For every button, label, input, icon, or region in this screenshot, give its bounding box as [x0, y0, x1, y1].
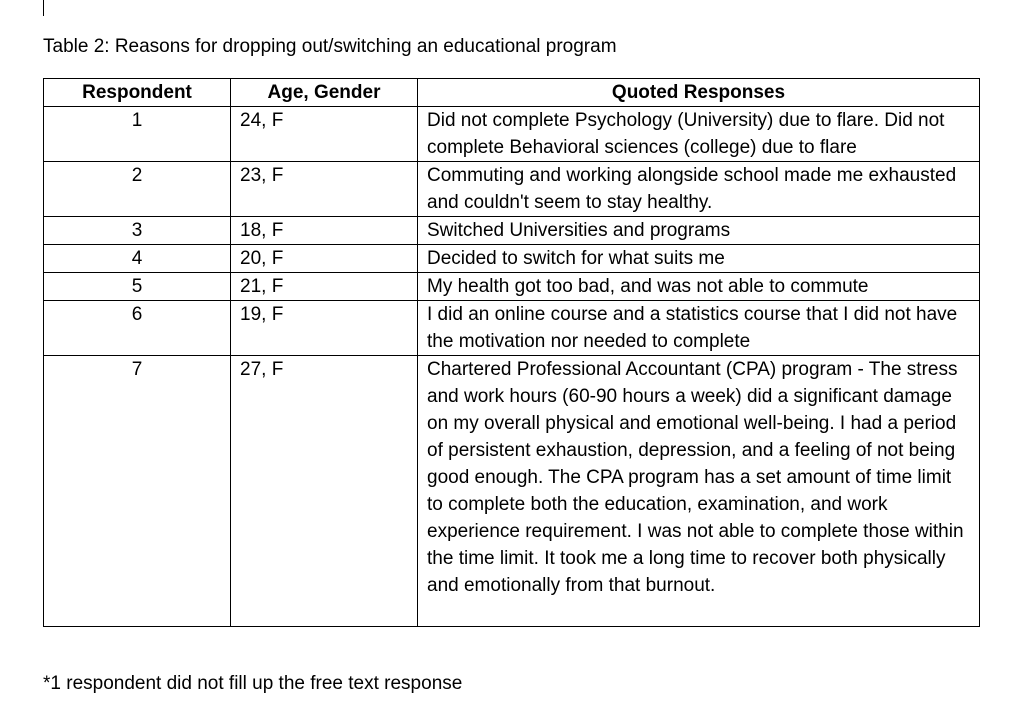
response-cell: Chartered Professional Accountant (CPA) program - The stress and work hours (60-90 hours a week) did a significant damage on my overall physical and emotional well-being. I had a period of persistent exhaustion, depression, and a feeling of not being good enough. The CPA program has a set amount of time limit to complete both the education, examination, and work experience requirement. I was not able to complete those within the time limit. It took me a long time to recover both physically and emotionally from that burnout. [418, 356, 980, 627]
age-gender-cell: 24, F [231, 107, 418, 162]
response-cell: Commuting and working alongside school made me exhausted and couldn't seem to stay healthy. [418, 162, 980, 217]
response-cell: Did not complete Psychology (University) due to flare. Did not complete Behavioral sciences (college) due to flare [418, 107, 980, 162]
text-cursor [43, 0, 44, 16]
age-gender-cell: 27, F [231, 356, 418, 627]
header-respondent: Respondent [44, 79, 231, 107]
age-gender-cell: 21, F [231, 273, 418, 301]
respondent-cell: 1 [44, 107, 231, 162]
respondent-cell: 4 [44, 245, 231, 273]
respondent-cell: 2 [44, 162, 231, 217]
response-cell: Decided to switch for what suits me [418, 245, 980, 273]
header-quoted-responses: Quoted Responses [418, 79, 980, 107]
age-gender-cell: 20, F [231, 245, 418, 273]
header-age-gender: Age, Gender [231, 79, 418, 107]
respondent-cell: 6 [44, 301, 231, 356]
table-row [44, 356, 980, 627]
table-row [44, 245, 980, 273]
response-cell: I did an online course and a statistics course that I did not have the motivation nor needed to complete [418, 301, 980, 356]
age-gender-cell: 18, F [231, 217, 418, 245]
table-row [44, 273, 980, 301]
table-row [44, 301, 980, 356]
table-row [44, 162, 980, 217]
table-caption: Table 2: Reasons for dropping out/switching an educational program [43, 36, 617, 57]
response-cell: My health got too bad, and was not able to commute [418, 273, 980, 301]
respondent-cell: 7 [44, 356, 231, 627]
table-row [44, 107, 980, 162]
age-gender-cell: 23, F [231, 162, 418, 217]
table-row [44, 217, 980, 245]
age-gender-cell: 19, F [231, 301, 418, 356]
response-cell: Switched Universities and programs [418, 217, 980, 245]
reasons-table [43, 78, 980, 627]
respondent-cell: 5 [44, 273, 231, 301]
respondent-cell: 3 [44, 217, 231, 245]
table-header-row [44, 79, 980, 107]
footnote: *1 respondent did not fill up the free text response [43, 673, 463, 694]
